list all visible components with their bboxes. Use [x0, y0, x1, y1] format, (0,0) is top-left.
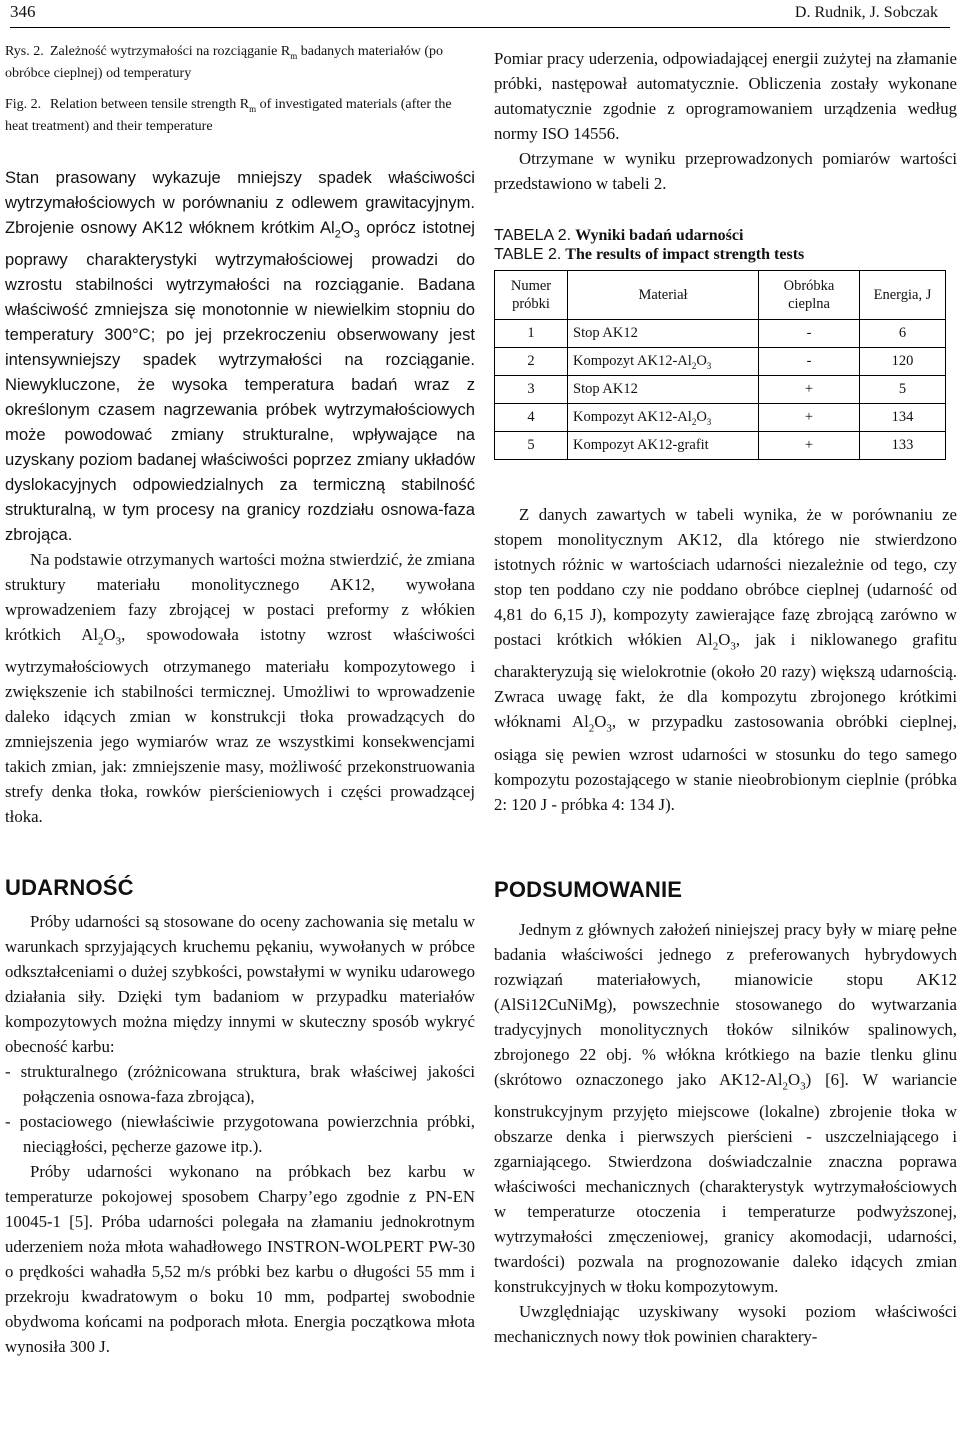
table-title-pl: [494, 226, 957, 245]
caption-subscript: m: [249, 103, 257, 114]
table-label-en: TABLE 2.: [494, 246, 562, 263]
column-header: Energia, J: [860, 271, 946, 320]
paragraph-text: Na podstawie otrzymanych wartości można stwierdzić, że zmiana struktury materiału monolitycznego AK12, wywołana wprowadzeniem fazy zbrojącej w postaci preformy z włókien krótkich Al: [5, 549, 475, 644]
formula-o: O: [788, 1069, 801, 1089]
results-table: [494, 270, 946, 460]
table-title-en: [494, 245, 957, 264]
column-header: Numer próbki: [495, 271, 568, 320]
subscript: 2: [98, 635, 104, 648]
right-column: [494, 40, 957, 1349]
paragraph-text: oprócz istotnej poprawy charakterystyki wytrzymałościowej prowadzi do wzrostu stabilności wytrzymałości na rozciąganie. Badana właściwość zmniejsza się monotonnie w niewielkim stopniu do temperatury 300°C; po jej przekroczeniu obserwowany jest intensywniejszy spadek wytrzymałości na rozciąganie. Niewykluczone, że wysoka temperatura badań wraz z określonym czasem nagrzewania próbek wytrzymałościowych może powodować zmiany strukturalne, wpływające na uzyskany poziom badanej właściwości poprzez zmiany układów dyslokacyjnych odpowiedzialnych za termiczną stabilność strukturalną, w tym procesy na granicy rozdziału osnowa-faza zbrojąca.: [5, 217, 475, 544]
list-item: - strukturalnego (zróżnicowana struktura, brak właściwej jakości połączenia osnowa-faza zbrojąca),: [5, 1062, 475, 1107]
subscript: 2: [334, 227, 341, 240]
page-number: 346: [10, 2, 36, 21]
material-text: Kompozyt AK12-Al: [573, 352, 692, 369]
page-header: [10, 0, 950, 30]
subscript: 2: [691, 416, 697, 427]
subscript: 3: [706, 360, 712, 371]
cell-energy: 134: [860, 404, 946, 432]
table-title-text-pl: Wyniki badań udarności: [575, 227, 744, 244]
column-header: Materiał: [568, 271, 759, 320]
formula-o: O: [103, 624, 116, 644]
cell-energy: 5: [860, 376, 946, 404]
paragraph-text: , jak i niklowanego grafitu charakteryzują się wielokrotnie (około 20 razy) większą udarnością. Zwraca uwagę fakt, że dla kompozytu zbrojonego krótkimi włóknami Al: [494, 630, 957, 732]
figure-label-en: Fig. 2.: [5, 96, 42, 112]
cell-treatment: -: [759, 320, 860, 348]
paragraph: Próby udarności wykonano na próbkach bez karbu w temperaturze pokojowej sposobem Charpy’ego zgodnie z PN-EN 10045-1 [5]. Próba udarności polegała na złamaniu jednokrotnym uderzeniem noża młota wahadłowego INSTRON-WOLPERT PW-30 o prędkości wahadła 5,52 m/s próbki bez karbu o długości 55 mm i przekroju kwadratowym o boku 10 mm, podpartej swobodnie obydwoma końcami na podporach młota. Energia początkowa młota wynosiła 300 J.: [5, 1162, 475, 1357]
material-text: O: [696, 408, 707, 425]
paragraph-text: Jednym z głównych założeń niniejszej pracy były w miarę pełne badania właściwości jednego z preferowanych hybrydowych rozwiązań materiałowych, mianowicie stopu AK12 (AlSi12CuNiMg), powszechnie stosowanego do wytwarzania tradycyjnych monolitycznych tłoków silników spalinowych, zbrojonego 22 obj. % włókna krótkiego na bazie tlenku glinu (skrótowo oznaczonego jako AK12-Al: [494, 919, 957, 1089]
subscript: 3: [706, 416, 712, 427]
cell-energy: 133: [860, 432, 946, 460]
section-title-podsumowanie: PODSUMOWANIE: [494, 876, 683, 902]
cell-treatment: -: [759, 348, 860, 376]
paragraph: Otrzymane w wyniku przeprowadzonych pomiarów wartości przedstawiono w tabeli 2.: [494, 149, 957, 193]
subscript: 3: [606, 722, 612, 735]
table-label-pl: TABELA 2.: [494, 227, 572, 244]
cell-material: [568, 348, 759, 376]
figure-label-pl: Rys. 2.: [5, 44, 44, 59]
figure-caption-en-text: Relation between tensile strength R: [50, 96, 250, 112]
paragraph: [5, 547, 475, 829]
paragraph-text: Stan prasowany wykazuje mniejszy spadek właściwości wytrzymałościowych w porównaniu z odlewem grawitacyjnym. Zbrojenie osnowy AK12 włóknem krótkim Al: [5, 167, 475, 237]
cell-material: Stop AK12: [568, 376, 759, 404]
paragraph: [494, 502, 957, 817]
cell-treatment: +: [759, 376, 860, 404]
cell-energy: 6: [860, 320, 946, 348]
paragraph: Uwzględniając uzyskiwany wysoki poziom właściwości mechanicznych nowy tłok powinien charaktery-: [494, 1302, 957, 1347]
running-head-authors: D. Rudnik, J. Sobczak: [794, 4, 938, 21]
table-row: [495, 404, 946, 432]
cell-material: Kompozyt AK12-grafit: [568, 432, 759, 460]
formula-o: O: [340, 217, 354, 237]
notch-type-list: [5, 1059, 475, 1159]
cell-material: [568, 404, 759, 432]
table-row: [495, 432, 946, 460]
paragraph-text: ) [6]. W wariancie konstrukcyjnym przyjęto miejscowe (lokalne) zbrojenie tłoka w obszarze denka i pierwszych pierścieni - uszczelniającego i zgarniającego. Stwierdzona doświadczalnie znaczna poprawa właściwości mechanicznych (charakterystyk wytrzymałościowych w temperaturze otoczenia i temperaturze podwyższonej, wytrzymałości zmęczeniowej, granicy akomodacji, udarności, twardości) pozwala na prognozowanie daleko idących zmian konstrukcyjnych w tłoku kompozytowym.: [494, 1069, 957, 1297]
left-column: [5, 40, 475, 1359]
figure-caption-pl-text: Zależność wytrzymałości na rozciąganie R: [50, 44, 291, 59]
table-title-text-en: The results of impact strength tests: [565, 246, 805, 263]
cell-energy: 120: [860, 348, 946, 376]
table-row: [495, 376, 946, 404]
subscript: 2: [691, 360, 697, 371]
subscript: 2: [782, 1080, 789, 1093]
material-text: Kompozyt AK12-Al: [573, 408, 692, 425]
subscript: 3: [353, 227, 360, 240]
cell-material: Stop AK12: [568, 320, 759, 348]
paragraph: [5, 165, 475, 547]
subscript: 3: [115, 635, 122, 648]
table-row: [495, 348, 946, 376]
cell-no: 3: [495, 376, 568, 404]
cell-no: 4: [495, 404, 568, 432]
subscript: 3: [730, 640, 736, 653]
subscript: 3: [800, 1080, 806, 1093]
table-header-row: [495, 271, 946, 320]
paragraph: [494, 917, 957, 1299]
subscript: 2: [588, 722, 595, 735]
figure-caption-pl: [5, 43, 475, 82]
section-title-udarnosc: UDARNOŚĆ: [5, 875, 134, 901]
paragraph-text: Z danych zawartych w tabeli wynika, że w porównaniu ze stopem monolitycznym AK12, dla którego nie stwierdzono istotnych różnic w wartościach udarności niezależnie od tego, czy stop ten poddano czy nie poddano obróbce cieplnej (udarność od 4,81 do 6,15 J), kompozyty zawierające fazę zbrojącą zarówno w postaci krótkich włókien Al: [494, 505, 957, 649]
subscript: 2: [712, 640, 719, 653]
figure-caption-en: [5, 96, 475, 135]
formula-o: O: [594, 712, 607, 732]
material-text: O: [696, 352, 707, 369]
cell-treatment: +: [759, 432, 860, 460]
cell-no: 1: [495, 320, 568, 348]
figure-caption-pl-text-end: badanych materiałów (po obróbce cieplnej) od temperatury: [5, 44, 444, 81]
table-row: [495, 320, 946, 348]
caption-subscript: m: [290, 50, 298, 61]
list-item: - postaciowego (niewłaściwie przygotowana powierzchnia próbki, nieciągłości, pęcherze gazowe itp.).: [5, 1112, 475, 1157]
figure-caption-en-text-end: of investigated materials (after the heat treatment) and their temperature: [5, 96, 452, 134]
cell-no: 2: [495, 348, 568, 376]
cell-no: 5: [495, 432, 568, 460]
header-rule: [10, 27, 950, 28]
formula-o: O: [718, 630, 731, 649]
paragraph-text: , spowodowała istotny wzrost właściwości wytrzymałościowych otrzymanego materiału kompozytowego i zwiększenie ich stabilności termicznej. Umożliwi to wprowadzenie daleko idących zmian w konstrukcji tłoka prowadzących do zmniejszenia jego wymiarów wraz ze wszystkimi konsekwencjami takich zmian, jak: zmniejszenie masy, możliwość przekonstruowania strefy denka tłoka, rowków pierścieniowych i części prowadzącej tłoka.: [5, 624, 475, 827]
paragraph: Pomiar pracy uderzenia, odpowiadającej energii zużytej na złamanie próbki, następował automatycznie. Obliczenia zostały wykonane automatycznie zgodnie z oprogramowaniem urządzenia według normy ISO 14556.: [494, 49, 957, 143]
table-block: [494, 226, 957, 460]
cell-treatment: +: [759, 404, 860, 432]
paragraph: Próby udarności są stosowane do oceny zachowania się metalu w warunkach sprzyjających kruchemu pękaniu, wywołanych w próbce odkształceniami o dużej szybkości, powstałymi w wyniku udarowego działania siły. Dzięki tym badaniom w przypadku materiałów kompozytowych można między innymi w skuteczny sposób wykryć obecność karbu:: [5, 912, 475, 1057]
column-header: Obróbka cieplna: [759, 271, 860, 320]
paragraph-text: , w przypadku zastosowania obróbki cieplnej, osiąga się pewien wzrost udarności w stosunku do tego samego kompozytu pozostającego w stanie nieobrobionym cieplnie (próbka 2: 120 J - próbka 4: 134 J).: [494, 712, 958, 814]
